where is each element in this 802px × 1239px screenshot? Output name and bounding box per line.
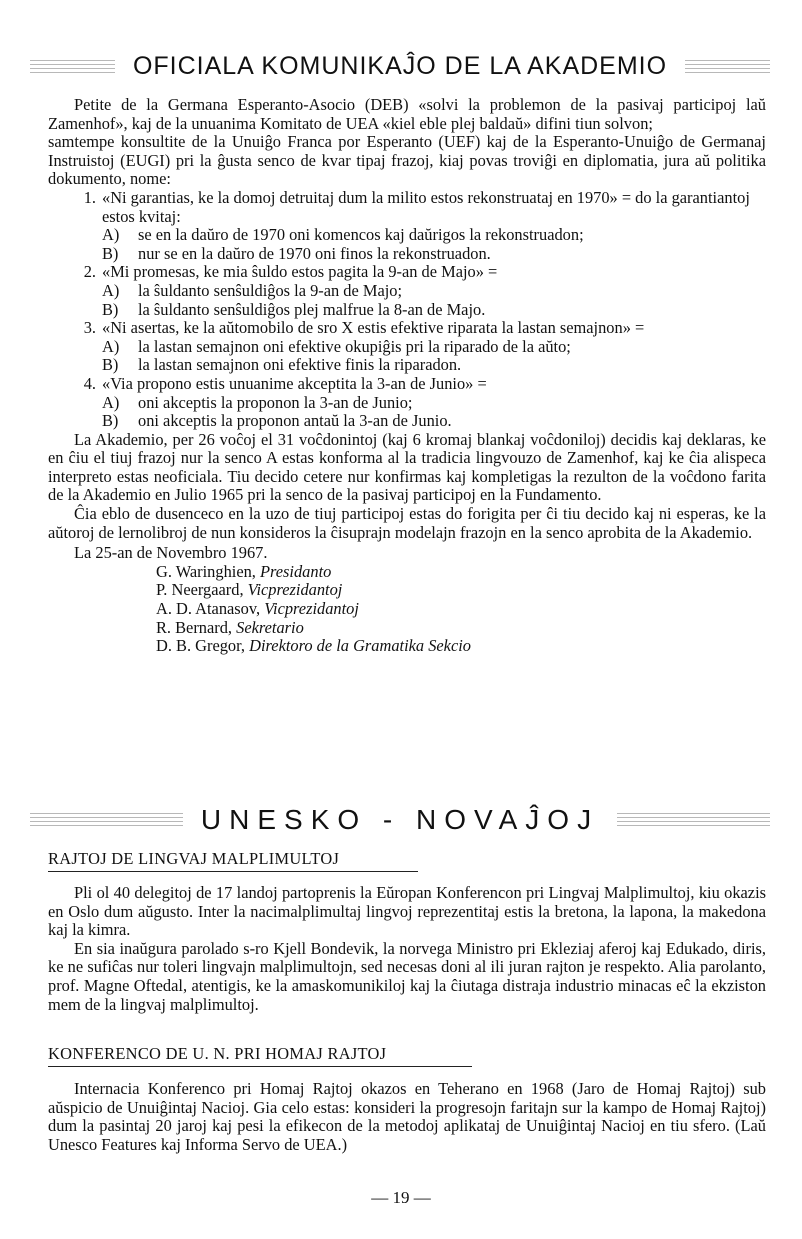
- section-heading-minority-rights: RAJTOJ DE LINGVAJ MALPLIMULTOJ: [48, 849, 418, 872]
- item-sentence: «Mi promesas, ke mia ŝuldo estos pagita la 9-an de Majo» =: [102, 262, 498, 282]
- section-human-rights: [48, 1080, 766, 1154]
- intro-paragraph: Petite de la Germana Esperanto-Asocio (DEB) «solvi la problemon de la pasivaj participoj laŭ Zamenhof», kaj de la unuanima Komitato de UEA «kiel eble plej baldaŭ» difini tiun solvon;: [48, 95, 766, 133]
- section-minority-rights: [48, 884, 766, 1014]
- signatory-name: G. Waringhien,: [156, 561, 256, 581]
- option-label: B): [102, 299, 119, 319]
- signatory: [156, 637, 766, 656]
- signatory-name: D. B. Gregor,: [156, 636, 246, 656]
- option-text: la lastan semajnon oni efektive okupiĝis pri la riparado de la aŭto;: [138, 336, 571, 356]
- option-text: se en la daŭro de 1970 oni komencos kaj daŭrigos la rekonstruadon;: [138, 225, 584, 245]
- section-paragraph: En sia inaŭgura parolado s-ro Kjell Bondevik, la norvega Ministro pri Ekleziaj aferoj kaj Edukado, diris, ke ne sufiĉas nur toleri lingvajn malplimultojn, sed necesas doni al ili juran rajton je respekto. Alia parolanto, prof. Magne Oftedal, atentigis, ke la amaskomunikiloj kaj la ĉiutaga distraja industrio minacas eĉ la ekziston mem de la lingvaj malplimultoj.: [48, 938, 766, 1014]
- signatory-role: Presidanto: [260, 561, 332, 581]
- item-number: 3.: [83, 318, 96, 338]
- signatory-name: P. Neergaard,: [156, 580, 244, 600]
- option-label: B): [102, 411, 119, 431]
- item-number: 4.: [83, 373, 96, 393]
- example-item: [48, 263, 766, 319]
- unesko-header: [30, 804, 770, 836]
- header-rule-left: [30, 60, 115, 74]
- communique-date: La 25-an de Novembro 1967.: [74, 543, 268, 563]
- option-text: oni akceptis la proponon la 3-an de Junio;: [138, 392, 413, 412]
- signatory: [156, 581, 766, 600]
- decision-paragraph: Ĉia eblo de dusenceco en la uzo de tiuj participoj estas do forigita per ĉi tiu decido kaj ni esperas, ke la aŭtoroj de lernolibroj de nun konsideros la ĉisuprajn modelajn frazojn en la senco aprobita de la Akademio.: [48, 504, 766, 542]
- item-number: 2.: [83, 262, 96, 282]
- item-sentence: «Via propono estis unuanime akceptita la 3-an de Junio» =: [102, 373, 487, 393]
- option-text: nur se en la daŭro de 1970 oni finos la rekonstruadon.: [138, 243, 491, 263]
- signatory-role: Vicprezidantoj: [264, 599, 359, 619]
- option-text: la ŝuldanto senŝuldiĝos plej malfrue la 8-an de Majo.: [138, 299, 486, 319]
- option-label: A): [102, 225, 120, 245]
- option-text: oni akceptis la proponon antaŭ la 3-an de Junio.: [138, 411, 452, 431]
- signatory-name: R. Bernard,: [156, 617, 233, 637]
- item-number: 1.: [83, 187, 96, 207]
- header-rule-right: [685, 60, 770, 74]
- example-item: [48, 319, 766, 375]
- option-label: B): [102, 355, 119, 375]
- header-rule-left: [30, 813, 183, 827]
- section-heading-human-rights: KONFERENCO DE U. N. PRI HOMAJ RAJTOJ: [48, 1044, 472, 1067]
- signatory-name: A. D. Atanasov,: [156, 599, 261, 619]
- signatory: [156, 619, 766, 638]
- academy-header: [30, 52, 770, 81]
- option-label: A): [102, 392, 120, 412]
- item-sentence: «Ni asertas, ke la aŭtomobilo de sro X estis efektive riparata la lastan semajnon» =: [102, 318, 645, 338]
- signatories: [48, 563, 766, 656]
- signatory: [156, 600, 766, 619]
- signatory-role: Vicprezidantoj: [247, 580, 343, 600]
- signatory-role: Direktoro de la Gramatika Sekcio: [249, 636, 471, 656]
- decision-paragraph: La Akademio, per 26 voĉoj el 31 voĉdonintoj (kaj 6 kromaj blankaj voĉdoniloj) decidis kaj deklaras, ke en ĉiu el tiuj frazoj nur la senco A estas konforma al la tradicia lingvouzo de Zamenhof, kaj ke ĉia alispeca interpreto estas neoficiala. Tiu decido cetere nur konfirmas kaj kompletigas la rezulton de la voĉdono farita de la Akademio en Julio 1965 pri la senco de la pasivaj participoj en la Fundamento.: [48, 429, 766, 505]
- option-text: la ŝuldanto senŝuldiĝos la 9-an de Majo;: [138, 280, 403, 300]
- unesko-header-title: UNESKO - NOVAĴOJ: [200, 804, 600, 835]
- example-item: [48, 189, 766, 263]
- header-rule-right: [617, 813, 770, 827]
- option-label: A): [102, 280, 120, 300]
- section-paragraph: Pli ol 40 delegitoj de 17 landoj partoprenis la Eŭropan Konferencon pri Lingvaj Malplimultoj, kiu okazis en Oslo dum aŭgusto. Inter la nacimalplimultaj lingvoj reprezentitaj estis la bretona, la lapona, la makedona kaj la kimra.: [48, 883, 766, 940]
- option-label: A): [102, 336, 120, 356]
- academy-communique: [48, 96, 766, 656]
- signatory-role: Sekretario: [236, 617, 304, 637]
- academy-header-title: OFICIALA KOMUNIKAĴO DE LA AKADEMIO: [132, 52, 668, 80]
- signatory: [156, 563, 766, 582]
- page-number: — 19 —: [371, 1188, 431, 1207]
- option-label: B): [102, 243, 119, 263]
- intro-paragraph: samtempe konsultite de la Unuiĝo Franca por Esperanto (UEF) kaj de la Esperanto-Unuiĝo de Germanaj Instruistoj (EUGI) pri la ĝusta senco de kvar tipaj frazoj, kiaj povas troviĝi en diplomatia, jura aŭ politika dokumento, nome:: [48, 132, 766, 189]
- item-sentence: «Ni garantias, ke la domoj detruitaj dum la milito estos rekonstruataj en 1970» = do la garantiantoj estos kvitaj:: [102, 187, 750, 226]
- section-paragraph: Internacia Konferenco pri Homaj Rajtoj okazos en Teherano en 1968 (Jaro de Homaj Rajtoj) sub aŭspicio de Unuiĝintaj Nacioj. Gia celo estas: konsideri la progresojn faritajn sur la kampo de Homaj Rajtoj) dum la pasintaj 20 jaroj kaj pesi la efikecon de la metodoj aplikataj de Unuiĝintaj Nacioj en tiu sfero. (Laŭ Unesco Features kaj Informa Servo de UEA.): [48, 1079, 766, 1154]
- option-text: la lastan semajnon oni efektive finis la riparadon.: [138, 355, 462, 375]
- example-item: [48, 375, 766, 431]
